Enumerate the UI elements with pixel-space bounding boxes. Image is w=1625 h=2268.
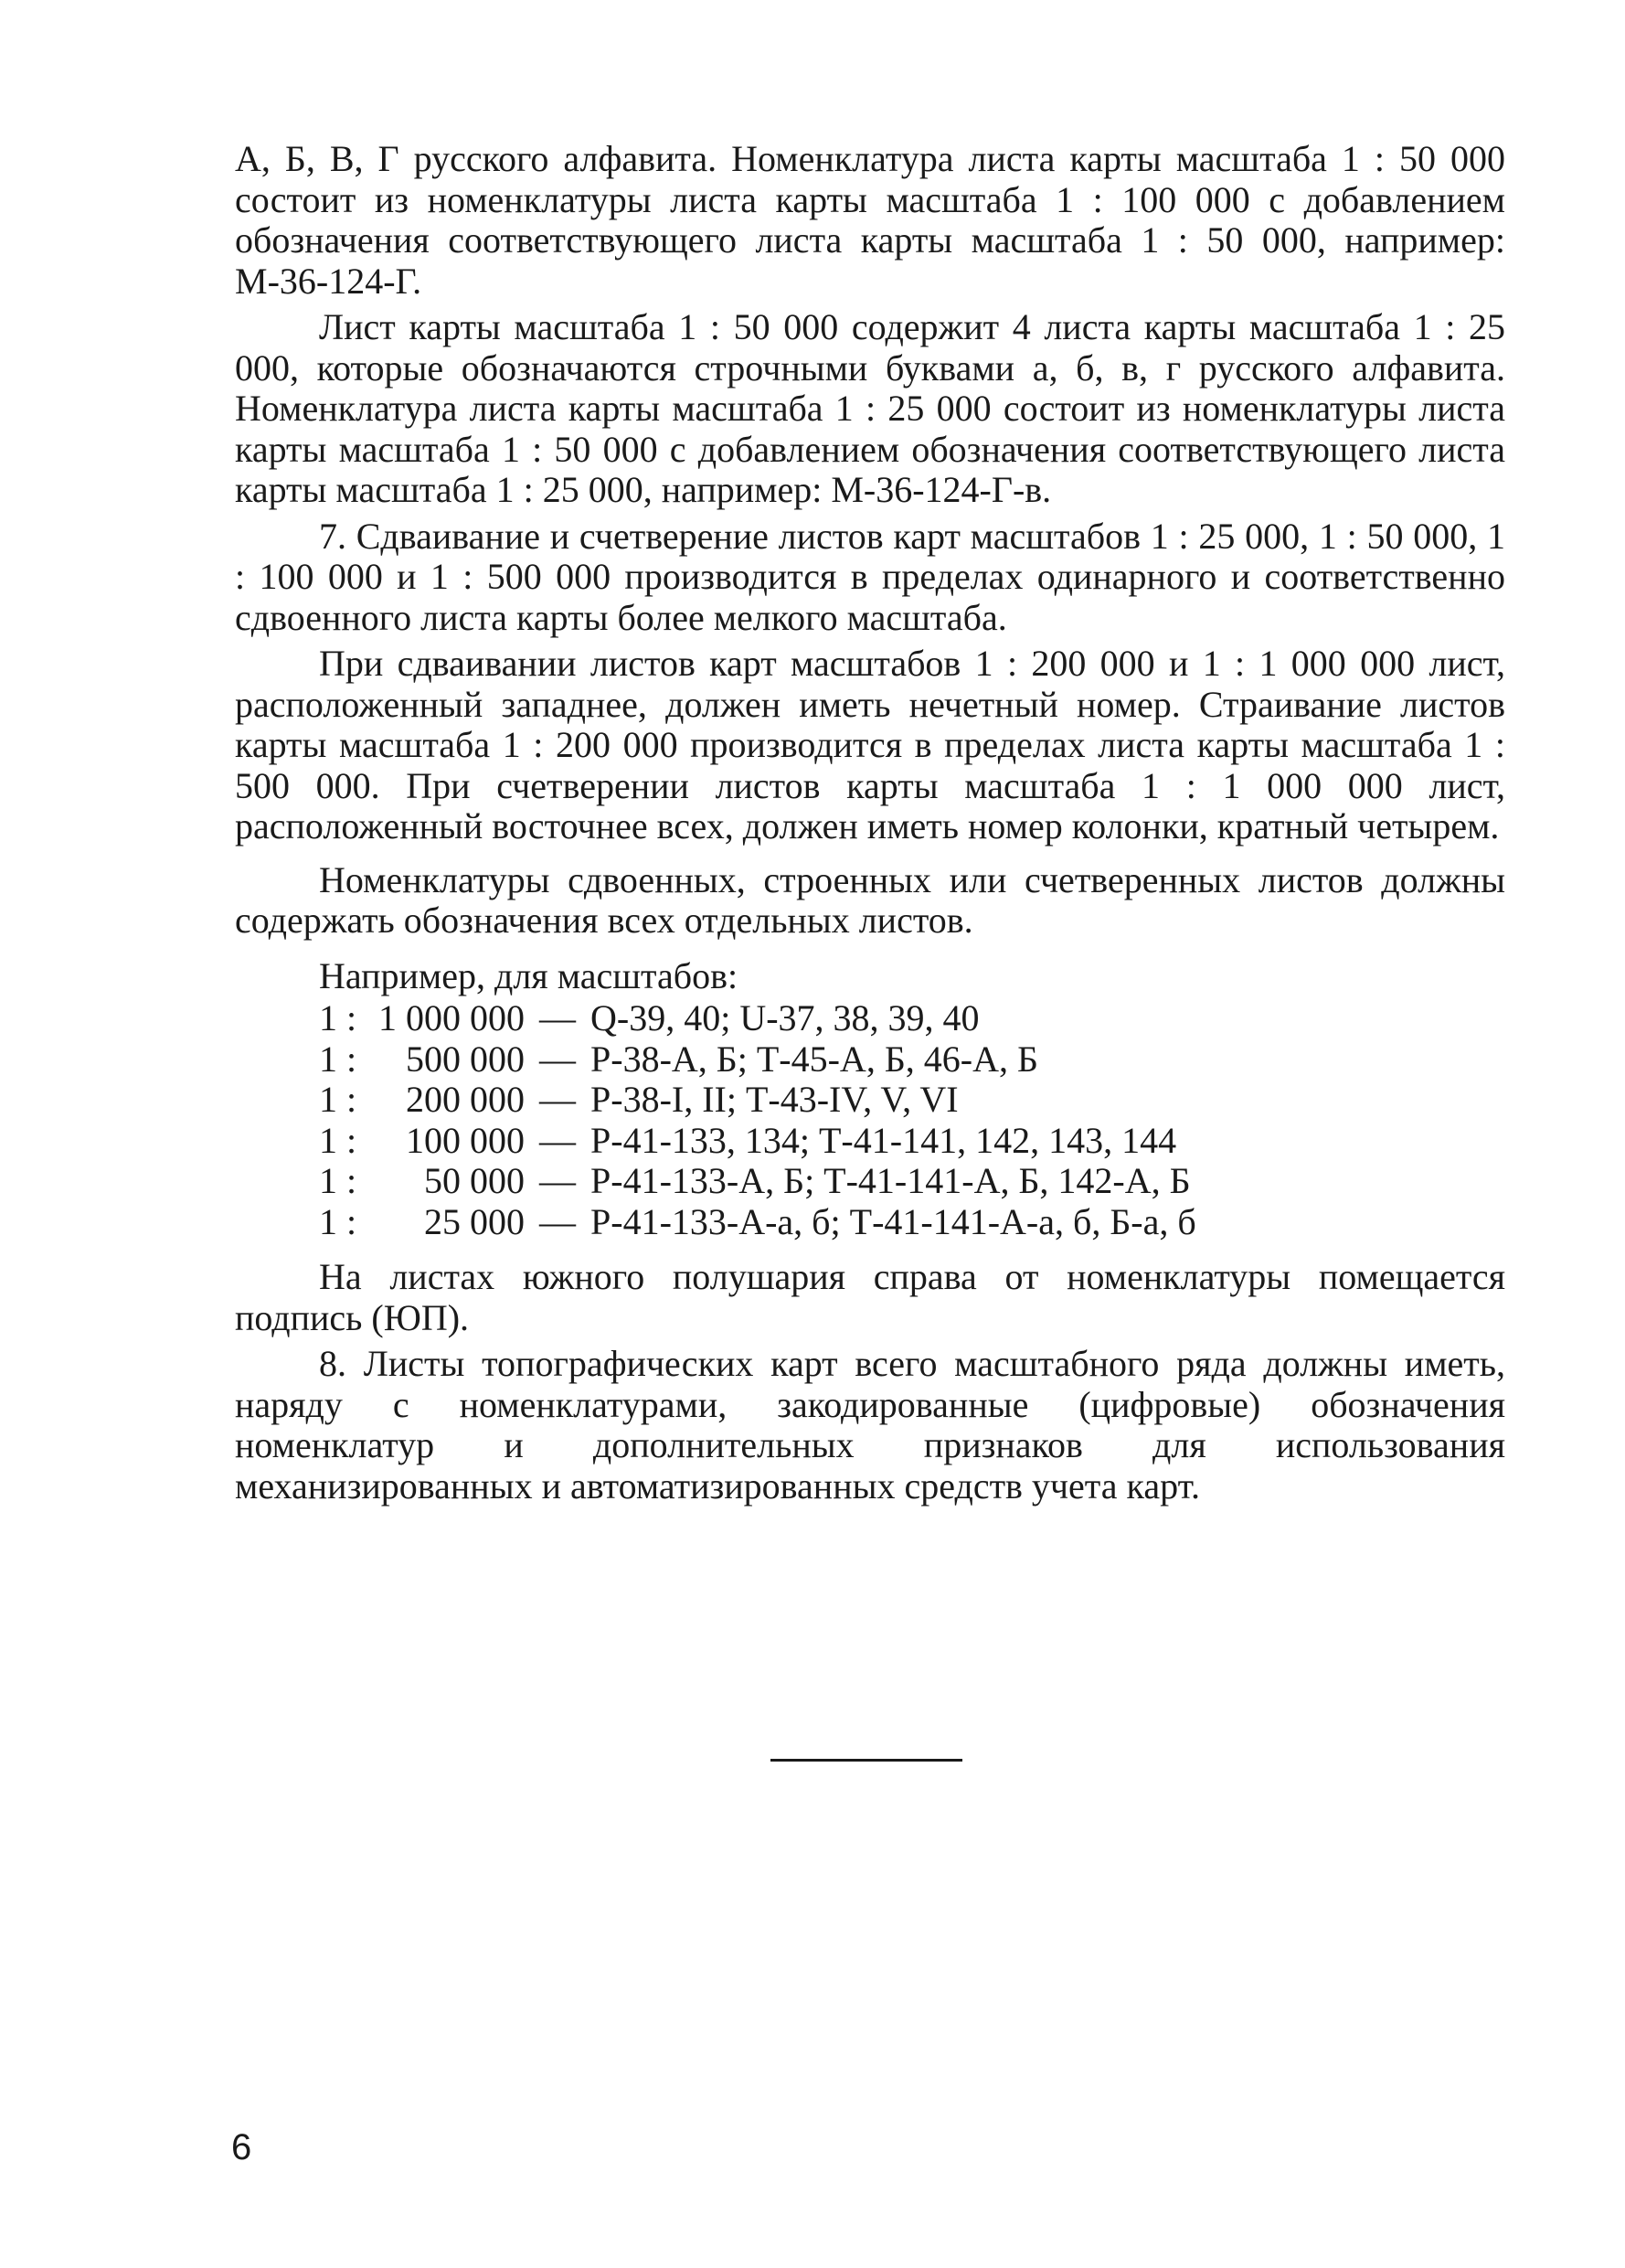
example-codes: Р-41-133-А-а, б; Т-41-141-А-а, б, Б-а, б: [590, 1200, 1196, 1242]
example-ratio: 1 :: [319, 1200, 357, 1242]
example-dash: —: [539, 1160, 576, 1201]
example-ratio: 1 :: [319, 1160, 357, 1201]
page-number: 6: [231, 2127, 252, 2167]
example-row: [319, 1161, 1505, 1202]
examples-list: [319, 998, 1505, 1242]
example-dash: —: [539, 1200, 576, 1242]
example-scale: 50 000: [424, 1160, 525, 1201]
example-ratio: 1 :: [319, 997, 357, 1038]
example-scale: 100 000: [406, 1119, 525, 1161]
example-row: [319, 1202, 1505, 1243]
paragraph-combined-sheets: Номенклатуры сдвоенных, строенных или счетверенных листов должны содержать обозначения всех отдельных листов.: [235, 858, 1505, 941]
example-row: [319, 998, 1505, 1039]
example-scale: 200 000: [406, 1079, 525, 1120]
example-codes: Q-39, 40; U-37, 38, 39, 40: [590, 997, 980, 1038]
example-dash: —: [539, 1119, 576, 1161]
example-scale: 1 000 000: [378, 997, 525, 1038]
example-row: [319, 1080, 1505, 1121]
paragraph-doubling-rules: При сдваивании листов карт масштабов 1 : 200 000 и 1 : 1 000 000 лист, расположенный западнее, должен иметь нечетный номер. Страивание листов карты масштаба 1 : 200 000 производится в пределах листа карты масштаба 1 : 500 000. При счетверении листов карты масштаба 1 : 1 000 000 лист, расположенный восточнее всех, должен иметь номер колонки, кратный четырем.: [235, 643, 1505, 847]
example-codes: Р-41-133, 134; Т-41-141, 142, 143, 144: [590, 1119, 1177, 1161]
example-ratio: 1 :: [319, 1119, 357, 1161]
example-row: [319, 1121, 1505, 1162]
paragraph-southern-hemisphere: На листах южного полушария справа от номенклатуры помещается подпись (ЮП).: [235, 1256, 1505, 1338]
example-scale: 500 000: [406, 1038, 525, 1080]
example-ratio: 1 :: [319, 1079, 357, 1120]
example-codes: Р-38-I, II; Т-43-IV, V, VI: [590, 1079, 959, 1120]
paragraph-scale-25000: Лист карты масштаба 1 : 50 000 содержит 4 листа карты масштаба 1 : 25 000, которые обозначаются строчными буквами а, б, в, г русского алфавита. Номенклатура листа карты масштаба 1 : 25 000 состоит из номенклатуры листа карты масштаба 1 : 50 000 с добавлением обозначения соответствующего листа карты масштаба 1 : 25 000, например: М-36-124-Г-в.: [235, 306, 1505, 510]
paragraph-item-8: 8. Листы топографических карт всего масштабного ряда должны иметь, наряду с номенклатурами, закодированные (цифровые) обозначения номенклатур и дополнительных признаков для использования механизированных и автоматизированных средств учета карт.: [235, 1343, 1505, 1507]
example-codes: Р-38-А, Б; Т-45-А, Б, 46-А, Б: [590, 1038, 1038, 1080]
paragraph-continuation: А, Б, В, Г русского алфавита. Номенклатура листа карты масштаба 1 : 50 000 состоит из номенклатуры листа карты масштаба 1 : 100 000 с добавлением обозначения соответствующего листа карты масштаба 1 : 50 000, например: М-36-124-Г.: [235, 138, 1505, 302]
example-codes: Р-41-133-А, Б; Т-41-141-А, Б, 142-А, Б: [590, 1160, 1191, 1201]
paragraph-item-7: 7. Сдваивание и счетверение листов карт масштабов 1 : 25 000, 1 : 50 000, 1 : 100 000 и 1 : 500 000 производится в пределах одинарного и соответственно сдвоенного листа карты более мелкого масштаба.: [235, 515, 1505, 638]
example-dash: —: [539, 997, 576, 1038]
example-dash: —: [539, 1079, 576, 1120]
example-row: [319, 1039, 1505, 1081]
example-dash: —: [539, 1038, 576, 1080]
example-scale: 25 000: [424, 1200, 525, 1242]
section-divider: [770, 1759, 962, 1762]
page-body: [235, 139, 1505, 1507]
examples-intro: Например, для масштабов:: [319, 954, 738, 996]
example-ratio: 1 :: [319, 1038, 357, 1080]
